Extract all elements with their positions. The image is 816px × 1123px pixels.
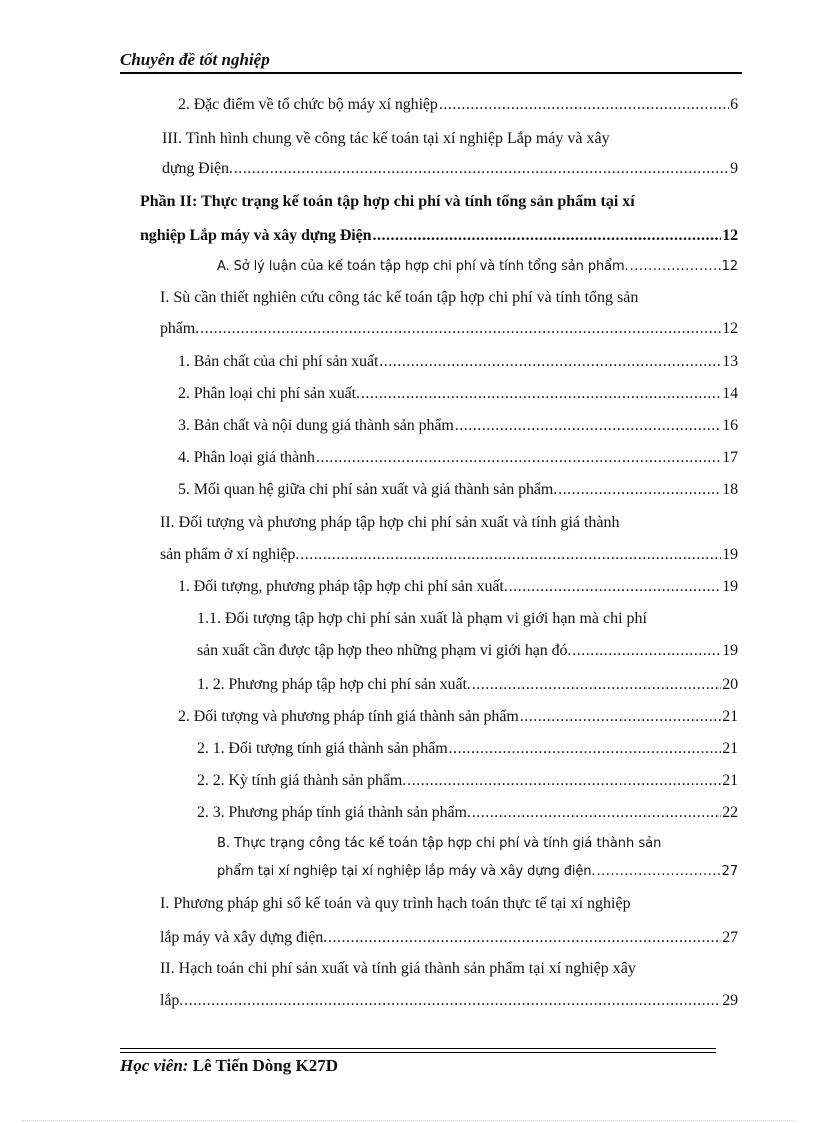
toc-entry[interactable] [217, 259, 738, 274]
toc-leader-dots [407, 772, 721, 790]
toc-entry-text: 1. Đối tượng, phương pháp tập hợp chi phí sản xuất. [178, 578, 508, 595]
toc-entry-text[interactable]: II. Hạch toán chi phí sản xuất và tính giá thành sản phẩm tại xí nghiệp xây [160, 960, 636, 977]
toc-page-number: 9 [730, 160, 738, 177]
toc-entry-text: phẩm. [160, 320, 200, 337]
footer-author-name: Lê Tiến Dòng K27D [192, 1056, 339, 1075]
toc-page-number: 17 [722, 449, 738, 466]
toc-entry[interactable] [197, 772, 738, 790]
toc-entry-text[interactable]: B. Thực trạng công tác kế toán tập hợp chi phí và tính giá thành sản [217, 836, 662, 851]
document-footer [120, 1056, 338, 1076]
toc-page-number: 12 [722, 320, 738, 337]
toc-leader-dots [372, 227, 721, 245]
toc-leader-dots [558, 481, 721, 499]
toc-leader-dots [449, 740, 722, 758]
toc-entry-text: 2. 3. Phương pháp tính giá thành sản phẩm. [197, 804, 471, 821]
toc-entry[interactable] [197, 804, 738, 822]
toc-entry-text: 5. Mối quan hệ giữa chi phí sản xuất và giá thành sản phẩm. [178, 481, 558, 498]
toc-entry-text: sản phẩm ở xí nghiệp. [160, 546, 300, 563]
toc-page-number: 21 [722, 772, 738, 789]
toc-entry-text: dựng Điện. [162, 160, 233, 177]
toc-page-number: 21 [722, 740, 738, 757]
toc-entry[interactable] [160, 992, 738, 1010]
toc-entry-text[interactable]: 1.1. Đối tượng tập hợp chi phí sản xuất là phạm vi giới hạn mà chi phí [197, 610, 647, 627]
toc-entry-text: 2. Phân loại chi phí sản xuất. [178, 385, 360, 402]
toc-leader-dots [361, 385, 721, 403]
toc-page-number: 16 [722, 417, 738, 434]
toc-page-number: 22 [722, 804, 738, 821]
toc-page-number: 18 [722, 481, 738, 498]
toc-leader-dots [596, 864, 720, 879]
toc-leader-dots [455, 417, 721, 435]
toc-section-heading[interactable]: Phần II: Thực trạng kế toán tập hợp chi phí và tính tổng sản phẩm tại xí [140, 193, 635, 210]
toc-entry-text: 2. Đối tượng và phương pháp tính giá thành sản phẩm [178, 708, 519, 725]
toc-entry[interactable] [160, 929, 738, 947]
toc-page-number: 13 [722, 353, 738, 370]
toc-page-number: 14 [722, 385, 738, 402]
toc-entry[interactable] [178, 481, 738, 499]
footer-divider [120, 1052, 716, 1053]
toc-leader-dots [328, 929, 721, 947]
toc-entry-text: phẩm tại xí nghiệp tại xí nghiệp lắp máy và xây dựng điện. [217, 864, 596, 879]
toc-entry-text[interactable]: III. Tình hình chung về công tác kế toán tại xí nghiệp Lắp máy và xây [162, 130, 610, 147]
toc-page-number: 19 [722, 578, 738, 595]
toc-leader-dots [572, 642, 721, 660]
toc-page-number: 20 [722, 676, 738, 693]
toc-entry-text: 1. Bản chất của chi phí sản xuất [178, 353, 379, 370]
toc-entry[interactable] [197, 642, 738, 660]
toc-entry-text: 4. Phân loại giá thành [178, 449, 315, 466]
header-divider [120, 72, 742, 74]
toc-entry[interactable] [178, 578, 738, 596]
toc-leader-dots [520, 708, 722, 726]
page-edge [22, 1120, 794, 1121]
toc-entry-text[interactable]: I. Phương pháp ghi sổ kế toán và quy trình hạch toán thực tế tại xí nghiệp [160, 895, 631, 912]
toc-entry-text: 2. 2. Kỳ tính giá thành sản phẩm. [197, 772, 407, 789]
toc-leader-dots [200, 320, 721, 338]
footer-label: Học viên: [120, 1056, 189, 1075]
toc-page-number: 12 [722, 227, 738, 244]
toc-entry[interactable] [178, 96, 738, 114]
toc-entry-text: 2. 1. Đối tượng tính giá thành sản phẩm [197, 740, 448, 757]
document-header-title: Chuyên đề tốt nghiệp [120, 50, 270, 69]
toc-leader-dots [509, 578, 722, 596]
toc-page-number: 6 [730, 96, 738, 113]
toc-entry-text: sản xuất cần được tập hợp theo những phạm vi giới hạn đó. [197, 642, 572, 659]
toc-leader-dots [234, 160, 729, 178]
toc-entry-text: nghiệp Lắp máy và xây dựng Điện [140, 227, 372, 244]
toc-entry-text[interactable]: I. Sù cần thiết nghiên cứu công tác kế toán tập hợp chi phí và tính tổng sản [160, 289, 639, 306]
toc-entry-text: lắp. [160, 992, 184, 1009]
toc-entry-text: A. Sở lý luận của kế toán tập hợp chi phí và tính tổng sản phẩm. [217, 259, 629, 274]
toc-entry-text: 3. Bản chất và nội dung giá thành sản phẩm [178, 417, 454, 434]
toc-leader-dots [630, 259, 721, 274]
toc-entry[interactable] [178, 385, 738, 403]
toc-leader-dots [472, 804, 721, 822]
footer-divider [120, 1048, 716, 1049]
toc-entry-text[interactable]: II. Đối tượng và phương pháp tập hợp chi phí sản xuất và tính giá thành [160, 514, 620, 531]
toc-leader-dots [472, 676, 721, 694]
toc-entry-text: 1. 2. Phương pháp tập hợp chi phí sản xuất. [197, 676, 471, 693]
toc-entry-text: 2. Đặc điểm về tổ chức bộ máy xí nghiệp [178, 96, 438, 113]
toc-entry[interactable] [178, 708, 738, 726]
toc-entry[interactable] [197, 740, 738, 758]
toc-entry[interactable] [178, 449, 738, 467]
toc-entry[interactable] [178, 353, 738, 371]
toc-page-number: 21 [722, 708, 738, 725]
toc-page-number: 19 [722, 546, 738, 563]
toc-entry[interactable] [140, 227, 738, 245]
toc-leader-dots [379, 353, 721, 371]
toc-entry[interactable] [197, 676, 738, 694]
toc-entry[interactable] [178, 417, 738, 435]
toc-page-number: 12 [721, 259, 738, 274]
toc-leader-dots [316, 449, 721, 467]
toc-entry[interactable] [160, 320, 738, 338]
toc-leader-dots [300, 546, 721, 564]
toc-entry[interactable] [162, 160, 738, 178]
toc-page-number: 29 [722, 992, 738, 1009]
toc-leader-dots [439, 96, 729, 114]
toc-page-number: 19 [722, 642, 738, 659]
toc-entry[interactable] [160, 546, 738, 564]
toc-entry[interactable] [217, 864, 738, 879]
toc-page-number: 27 [722, 929, 738, 946]
toc-page-number: 27 [721, 864, 738, 879]
toc-leader-dots [184, 992, 721, 1010]
toc-entry-text: lắp máy và xây dựng điện. [160, 929, 328, 946]
